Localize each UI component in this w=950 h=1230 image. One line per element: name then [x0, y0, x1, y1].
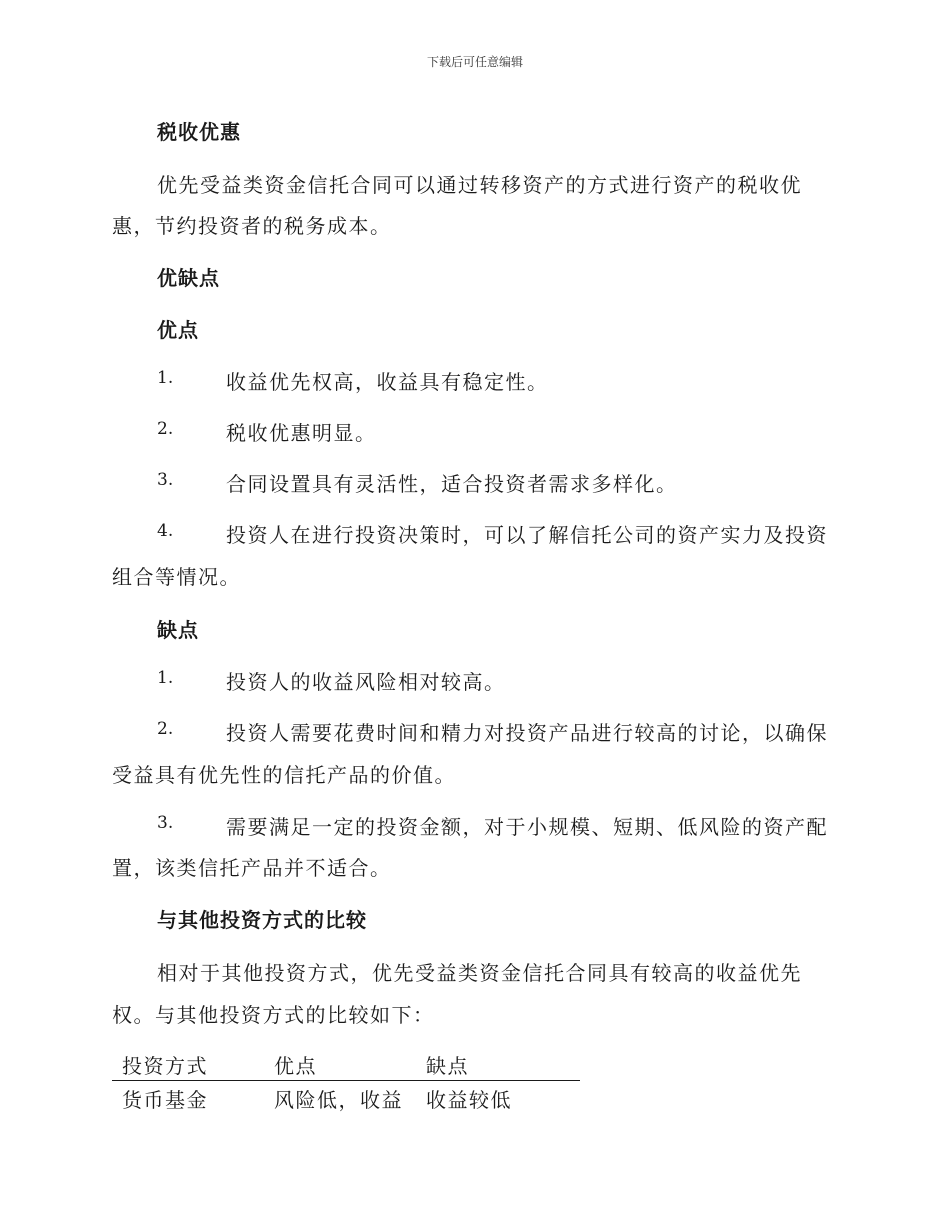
- list-number: 3.: [157, 813, 174, 833]
- page-header: 下载后可任意编辑: [426, 55, 523, 69]
- list-item-continuation: 受益具有优先性的信托产品的价值。: [112, 763, 456, 787]
- table-cell: 货币基金: [122, 1088, 208, 1112]
- list-number: 3.: [157, 470, 174, 490]
- heading-cons: 缺点: [157, 618, 199, 642]
- table-header-row: [112, 1050, 580, 1084]
- comparison-table: [112, 1050, 580, 1118]
- paragraph-tax-line2: 惠，节约投资者的税务成本。: [112, 214, 392, 238]
- heading-pros: 优点: [157, 318, 199, 342]
- heading-pros-cons: 优缺点: [157, 266, 220, 290]
- list-item: 合同设置具有灵活性，适合投资者需求多样化。: [226, 472, 678, 496]
- list-number: 2.: [157, 719, 174, 739]
- list-item: 投资人在进行投资决策时，可以了解信托公司的资产实力及投资: [226, 523, 828, 547]
- list-item: 税收优惠明显。: [226, 421, 377, 445]
- list-number: 4.: [157, 521, 174, 541]
- list-item: 投资人的收益风险相对较高。: [226, 670, 506, 694]
- heading-comparison: 与其他投资方式的比较: [157, 908, 367, 932]
- list-item-continuation: 组合等情况。: [112, 565, 241, 589]
- heading-tax-benefits: 税收优惠: [157, 120, 241, 144]
- table-cell: 收益较低: [426, 1088, 512, 1112]
- list-number: 1.: [157, 668, 174, 688]
- list-number: 1.: [157, 368, 174, 388]
- table-cell: 风险低，收益: [274, 1088, 403, 1112]
- list-item: 收益优先权高，收益具有稳定性。: [226, 370, 549, 394]
- list-item: 需要满足一定的投资金额，对于小规模、短期、低风险的资产配: [226, 815, 828, 839]
- paragraph-comparison-line1: 相对于其他投资方式，优先受益类资金信托合同具有较高的收益优先: [157, 961, 802, 985]
- list-item: 投资人需要花费时间和精力对投资产品进行较高的讨论，以确保: [226, 721, 828, 745]
- table-row: [112, 1084, 580, 1118]
- list-number: 2.: [157, 419, 174, 439]
- table-header-cell: 投资方式: [122, 1054, 208, 1078]
- table-header-cell: 缺点: [426, 1054, 469, 1078]
- paragraph-tax-line1: 优先受益类资金信托合同可以通过转移资产的方式进行资产的税收优: [157, 173, 802, 197]
- paragraph-comparison-line2: 权。与其他投资方式的比较如下：: [112, 1003, 435, 1027]
- table-rule: [112, 1080, 580, 1081]
- table-header-cell: 优点: [274, 1054, 317, 1078]
- list-item-continuation: 置，该类信托产品并不适合。: [112, 856, 392, 880]
